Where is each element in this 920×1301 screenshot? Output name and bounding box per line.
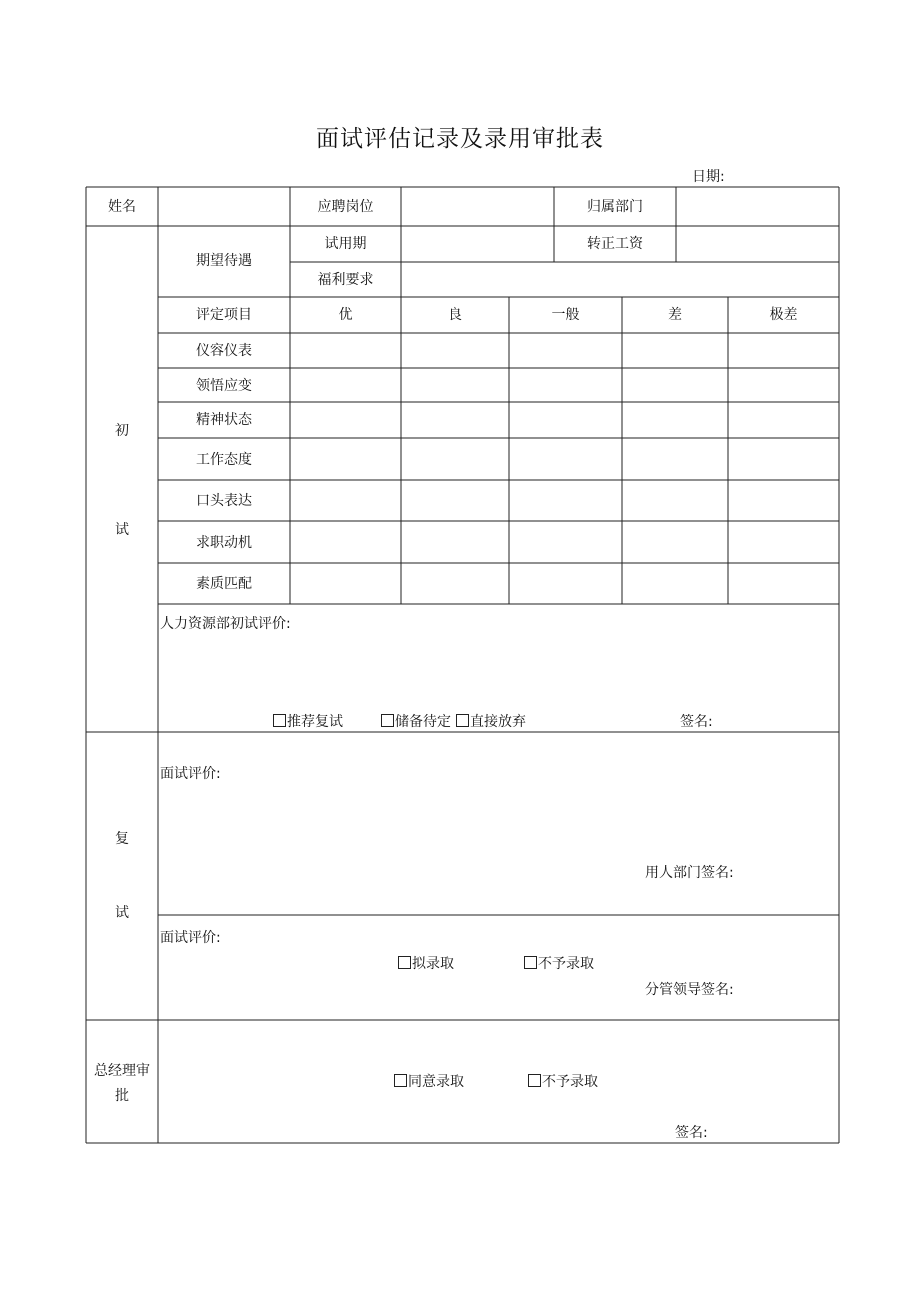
option-approve-hire[interactable] <box>394 1073 464 1091</box>
probation-field[interactable] <box>401 227 554 262</box>
rating-item: 求职动机 <box>196 535 252 551</box>
probation-label: 试用期 <box>324 236 367 252</box>
second-interview-label-2: 试 <box>115 905 129 921</box>
rating-item: 领悟应变 <box>196 378 252 394</box>
rating-item: 口头表达 <box>196 493 252 509</box>
rating-header-good: 良 <box>448 307 462 323</box>
benefits-label: 福利要求 <box>317 272 374 288</box>
gm-approval-label-1: 总经理审 <box>94 1063 150 1079</box>
expected-treatment-label: 期望待遇 <box>196 253 252 269</box>
option-reject[interactable] <box>524 955 594 973</box>
name-label: 姓名 <box>108 199 136 215</box>
checkbox-icon <box>398 956 411 969</box>
rating-header-excellent: 优 <box>338 307 353 323</box>
checkbox-icon <box>456 714 469 727</box>
rating-header-very-poor: 极差 <box>769 307 798 323</box>
first-interview-label-2: 试 <box>115 522 129 538</box>
option-abandon[interactable] <box>456 713 526 731</box>
rating-header-poor: 差 <box>668 307 682 323</box>
regular-salary-field[interactable] <box>676 227 839 262</box>
option-gm-reject[interactable] <box>528 1073 598 1091</box>
page-title: 面试评估记录及录用审批表 <box>316 126 604 152</box>
option-label: 同意录取 <box>408 1074 464 1090</box>
checkbox-icon <box>394 1074 407 1087</box>
position-field[interactable] <box>401 188 554 226</box>
dept-label: 归属部门 <box>587 199 643 215</box>
checkbox-icon <box>273 714 286 727</box>
rating-item: 工作态度 <box>196 452 252 468</box>
rating-item: 仪容仪表 <box>196 343 252 359</box>
option-label: 推荐复试 <box>287 714 343 730</box>
option-reserve[interactable] <box>381 713 451 731</box>
rating-header-item: 评定项目 <box>196 307 252 323</box>
rating-header-average: 一般 <box>551 307 580 323</box>
leader-signature-label: 分管领导签名: <box>645 982 734 998</box>
rating-item: 素质匹配 <box>196 576 252 592</box>
hr-signature-label: 签名: <box>680 714 713 730</box>
option-recommend[interactable] <box>273 713 343 731</box>
checkbox-icon <box>528 1074 541 1087</box>
gm-signature-label: 签名: <box>675 1125 708 1141</box>
first-interview-label-1: 初 <box>115 423 129 439</box>
checkbox-icon <box>524 956 537 969</box>
regular-salary-label: 转正工资 <box>587 236 643 252</box>
option-label: 不予录取 <box>542 1074 598 1090</box>
option-label: 直接放弃 <box>470 714 526 730</box>
option-label: 拟录取 <box>412 956 454 972</box>
hr-eval-label: 人力资源部初试评价: <box>160 616 291 632</box>
second-eval-label-2: 面试评价: <box>160 930 221 946</box>
name-field[interactable] <box>158 188 290 226</box>
rating-item: 精神状态 <box>196 412 252 428</box>
date-label: 日期: <box>692 169 725 185</box>
dept-field[interactable] <box>676 188 839 226</box>
position-label: 应聘岗位 <box>317 199 374 215</box>
benefits-field[interactable] <box>401 263 839 297</box>
option-label: 储备待定 <box>395 714 451 730</box>
second-interview-label-1: 复 <box>115 831 129 847</box>
option-intend-hire[interactable] <box>398 955 454 973</box>
checkbox-icon <box>381 714 394 727</box>
second-eval-label-1: 面试评价: <box>160 766 221 782</box>
gm-approval-label-2: 批 <box>115 1088 129 1104</box>
option-label: 不予录取 <box>538 956 594 972</box>
dept-signature-label: 用人部门签名: <box>645 865 734 881</box>
